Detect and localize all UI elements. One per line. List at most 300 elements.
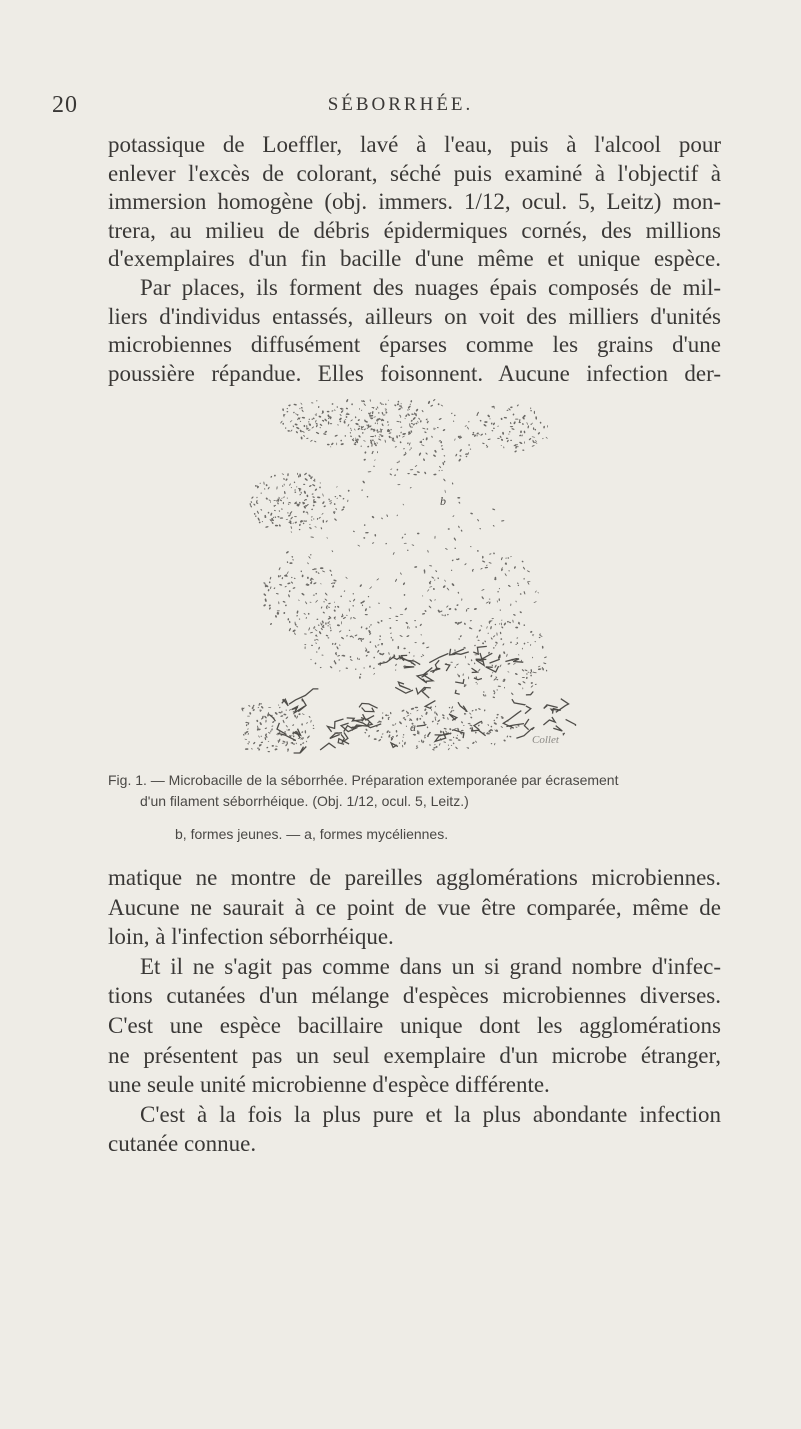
bacillus-dot bbox=[341, 508, 344, 511]
bacillus-dot bbox=[497, 425, 499, 427]
bacillus-dot bbox=[350, 429, 352, 431]
bacillus-dot bbox=[438, 470, 440, 472]
bacillus-dot bbox=[349, 656, 351, 658]
artist-signature: Collet bbox=[532, 734, 559, 746]
bacillus-dot bbox=[513, 614, 516, 617]
bacillus-dot bbox=[472, 432, 474, 434]
bacillus-dot bbox=[313, 499, 315, 501]
bacillus-dot bbox=[485, 433, 487, 435]
bacillus-dot bbox=[270, 512, 273, 516]
bacillus-dot bbox=[491, 620, 492, 622]
filament bbox=[294, 747, 307, 754]
bacillus-dot bbox=[310, 554, 312, 556]
bacillus-dot bbox=[357, 657, 358, 659]
bacillus-dot bbox=[422, 595, 423, 597]
bacillus-dot bbox=[428, 400, 431, 404]
bacillus-dot bbox=[314, 526, 317, 528]
bacillus-dot bbox=[274, 474, 276, 476]
bacillus-dot bbox=[386, 730, 389, 734]
bacillus-dot bbox=[315, 571, 317, 573]
bacillus-dot bbox=[269, 581, 271, 583]
bacillus-dot bbox=[387, 715, 389, 717]
bacillus-dot bbox=[346, 615, 348, 616]
bacillus-dot bbox=[461, 598, 462, 601]
bacillus-dot bbox=[328, 498, 330, 500]
bacillus-dot bbox=[515, 673, 518, 676]
bacillus-dot bbox=[315, 629, 318, 632]
bacillus-dot bbox=[401, 709, 405, 712]
bacillus-dot bbox=[267, 487, 270, 490]
bacillus-dot bbox=[295, 431, 298, 434]
bacillus-dot bbox=[430, 404, 433, 407]
bacillus-dot bbox=[306, 617, 308, 619]
bacillus-dot bbox=[288, 503, 290, 505]
bacillus-dot bbox=[406, 725, 407, 727]
bacillus-dot bbox=[334, 601, 335, 602]
bacillus-dot bbox=[488, 651, 491, 654]
bacillus-dot bbox=[380, 620, 383, 623]
bacillus-dot bbox=[497, 438, 500, 439]
bacillus-dot bbox=[459, 449, 462, 453]
bacillus-dot bbox=[470, 716, 472, 718]
bacillus-dot bbox=[287, 618, 289, 621]
bacillus-dot bbox=[264, 598, 267, 602]
bacillus-dot bbox=[309, 485, 312, 488]
bacillus-dot bbox=[315, 420, 317, 423]
bacillus-dot bbox=[308, 627, 310, 631]
bacillus-dot bbox=[305, 646, 306, 649]
bacillus-dot bbox=[300, 492, 301, 494]
bacillus-dot bbox=[420, 634, 422, 636]
bacillus-dot bbox=[494, 624, 496, 626]
filament bbox=[282, 699, 288, 706]
bacillus-dot bbox=[282, 485, 284, 487]
bacillus-dot bbox=[294, 714, 296, 718]
bacillus-dot bbox=[431, 576, 434, 579]
bacillus-dot bbox=[522, 677, 525, 678]
bacillus-dot bbox=[502, 432, 504, 435]
bacillus-dot bbox=[413, 734, 416, 735]
bacillus-dot bbox=[359, 408, 360, 410]
bacillus-dot bbox=[426, 428, 428, 430]
bacillus-dot bbox=[484, 421, 487, 423]
bacillus-dot bbox=[349, 608, 350, 611]
bacillus-dot bbox=[299, 618, 301, 620]
bacillus-dot bbox=[486, 601, 490, 604]
bacillus-dot bbox=[414, 620, 416, 621]
bacillus-dot bbox=[274, 516, 276, 518]
bacillus-dot bbox=[442, 585, 445, 589]
bacillus-dot bbox=[491, 743, 492, 744]
bacillus-dot bbox=[483, 691, 485, 693]
bacillus-dot bbox=[493, 427, 495, 429]
bacillus-dot bbox=[477, 519, 480, 522]
bacillus-dot bbox=[317, 518, 318, 520]
bacillus-dot bbox=[375, 408, 377, 410]
bacillus-dot bbox=[389, 473, 392, 476]
bacillus-dot bbox=[394, 723, 396, 726]
text-line: loin, à l'infection séborrhéique. bbox=[108, 924, 394, 950]
bacillus-dot bbox=[445, 548, 448, 550]
bacillus-dot bbox=[486, 445, 487, 446]
bacillus-dot bbox=[521, 560, 523, 562]
bacillus-dot bbox=[434, 717, 436, 718]
bacillus-dot bbox=[345, 577, 348, 580]
bacillus-dot bbox=[308, 429, 311, 431]
bacillus-dot bbox=[451, 559, 453, 561]
bacillus-dot bbox=[510, 406, 513, 408]
bacillus-dot bbox=[318, 406, 320, 408]
bacillus-dot bbox=[304, 478, 308, 481]
bacillus-dot bbox=[490, 637, 492, 640]
bacillus-dot bbox=[500, 726, 503, 728]
bacillus-dot bbox=[409, 403, 411, 405]
bacillus-dot bbox=[522, 681, 525, 684]
bacillus-dot bbox=[300, 436, 302, 439]
bacillus-dot bbox=[278, 524, 281, 527]
bacillus-dot bbox=[499, 436, 501, 439]
bacillus-dot bbox=[515, 600, 517, 602]
bacillus-dot bbox=[287, 512, 289, 514]
bacillus-dot bbox=[450, 662, 453, 663]
bacillus-dot bbox=[265, 497, 268, 500]
bacillus-dot bbox=[464, 563, 467, 566]
bacillus-dot bbox=[497, 600, 498, 603]
bacillus-dot bbox=[340, 595, 342, 597]
bacillus-dot bbox=[424, 734, 427, 737]
bacillus-dot bbox=[367, 428, 369, 429]
bacillus-dot bbox=[489, 599, 491, 600]
bacillus-dot bbox=[272, 721, 275, 724]
bacillus-dot bbox=[424, 572, 426, 573]
bacillus-dot bbox=[265, 720, 266, 723]
bacillus-dot bbox=[437, 723, 439, 725]
bacillus-dot bbox=[401, 536, 403, 538]
bacillus-dot bbox=[446, 587, 449, 590]
bacillus-dot bbox=[403, 582, 406, 585]
bacillus-dot bbox=[373, 416, 376, 417]
bacillus-dot bbox=[501, 557, 503, 561]
bacillus-dot bbox=[384, 440, 386, 443]
bacillus-dot bbox=[344, 435, 346, 437]
bacillus-dot bbox=[544, 656, 547, 658]
bacillus-dot bbox=[308, 474, 311, 477]
bacillus-dot bbox=[388, 400, 389, 401]
bacillus-dot bbox=[264, 727, 267, 729]
bacillus-dot bbox=[377, 650, 380, 653]
bacillus-dot bbox=[258, 735, 260, 738]
bacillus-dot bbox=[385, 410, 387, 412]
bacillus-dot bbox=[302, 713, 305, 715]
bacillus-dot bbox=[477, 550, 479, 552]
bacillus-dot bbox=[496, 632, 497, 635]
bacillus-dot bbox=[288, 729, 291, 732]
bacillus-dot bbox=[256, 719, 259, 722]
bacillus-dot bbox=[378, 436, 380, 438]
bacillus-dot bbox=[336, 406, 338, 408]
bacillus-dot bbox=[319, 427, 321, 429]
micrograph-figure bbox=[240, 398, 580, 760]
bacillus-dot bbox=[251, 496, 254, 499]
bacillus-dot bbox=[285, 604, 287, 606]
bacillus-dot bbox=[249, 503, 251, 506]
bacillus-dot bbox=[467, 663, 470, 665]
bacillus-dot bbox=[394, 404, 397, 407]
bacillus-dot bbox=[302, 510, 305, 513]
bacillus-dot bbox=[296, 626, 298, 628]
bacillus-dot bbox=[320, 583, 322, 585]
bacillus-dot bbox=[417, 471, 420, 473]
bacillus-dot bbox=[320, 667, 322, 669]
bacillus-dot bbox=[424, 431, 427, 433]
bacillus-dot bbox=[358, 425, 360, 427]
bacillus-dot bbox=[485, 567, 489, 569]
bacillus-dot bbox=[339, 495, 342, 497]
bacillus-dot bbox=[286, 741, 288, 745]
text-line: Et il ne s'agit pas comme dans un si grand nombre d'infec- bbox=[140, 953, 721, 979]
bacillus-dot bbox=[292, 425, 294, 427]
bacillus-dot bbox=[247, 728, 249, 729]
bacillus-dot bbox=[468, 723, 471, 725]
bacillus-dot bbox=[327, 444, 330, 446]
bacillus-dot bbox=[538, 666, 541, 668]
bacillus-dot bbox=[528, 438, 531, 441]
bacillus-dot bbox=[390, 429, 392, 431]
bacillus-dot bbox=[289, 709, 291, 711]
bacillus-dot bbox=[415, 413, 417, 417]
bacillus-dot bbox=[416, 718, 418, 721]
bacillus-dot bbox=[322, 501, 325, 505]
filament bbox=[512, 699, 526, 705]
bacillus-dot bbox=[404, 742, 406, 745]
bacillus-dot bbox=[412, 417, 416, 421]
bacillus-dot bbox=[478, 433, 480, 435]
bacillus-dot bbox=[280, 420, 283, 423]
bacillus-dot bbox=[318, 647, 320, 650]
bacillus-dot bbox=[493, 525, 495, 527]
bacillus-dot bbox=[443, 728, 446, 730]
filament bbox=[425, 701, 435, 709]
bacillus-dot bbox=[336, 443, 337, 446]
bacillus-dot bbox=[521, 669, 524, 672]
bacillus-dot bbox=[330, 423, 332, 424]
bacillus-dot bbox=[273, 587, 275, 589]
bacillus-dot bbox=[410, 713, 412, 714]
bacillus-dot bbox=[259, 482, 261, 484]
bacillus-dot bbox=[337, 624, 340, 626]
bacillus-dot bbox=[260, 509, 262, 511]
filament bbox=[398, 682, 410, 690]
bacillus-dot bbox=[372, 542, 375, 544]
bacillus-dot bbox=[509, 431, 511, 433]
bacillus-dot bbox=[478, 629, 481, 632]
bacillus-dot bbox=[329, 624, 331, 625]
bacillus-dot bbox=[282, 423, 284, 425]
bacillus-dot bbox=[407, 549, 409, 551]
bacillus-dot bbox=[376, 730, 379, 733]
bacillus-dot bbox=[389, 607, 391, 609]
bacillus-dot bbox=[444, 490, 445, 493]
bacillus-dot bbox=[423, 458, 426, 461]
bacillus-dot bbox=[429, 599, 432, 602]
bacillus-dot bbox=[326, 634, 329, 636]
bacillus-dot bbox=[314, 440, 317, 442]
filament bbox=[423, 668, 433, 682]
bacillus-dot bbox=[307, 577, 309, 580]
bacillus-dot bbox=[527, 425, 529, 428]
bacillus-dot bbox=[345, 416, 347, 418]
bacillus-dot bbox=[453, 710, 454, 712]
bacillus-dot bbox=[434, 579, 436, 580]
bacillus-dot bbox=[471, 710, 473, 712]
bacillus-dot bbox=[382, 404, 384, 405]
bacillus-dot bbox=[453, 742, 455, 744]
bacillus-dot bbox=[280, 715, 283, 717]
bacillus-dot bbox=[325, 622, 327, 625]
bacillus-dot bbox=[452, 482, 454, 484]
bacillus-dot bbox=[247, 716, 250, 717]
filament bbox=[455, 679, 464, 683]
bacillus-dot bbox=[385, 543, 387, 545]
bacillus-dot bbox=[371, 516, 374, 519]
bacillus-dot bbox=[530, 407, 531, 409]
bacillus-dot bbox=[458, 739, 461, 741]
bacillus-dot bbox=[472, 741, 475, 744]
bacillus-dot bbox=[539, 637, 541, 639]
bacillus-dot bbox=[369, 586, 372, 589]
bacillus-dot bbox=[460, 529, 462, 532]
bacillus-dot bbox=[421, 739, 423, 742]
bacillus-dot bbox=[318, 517, 321, 519]
bacillus-dot bbox=[320, 527, 322, 530]
bacillus-dot bbox=[434, 599, 436, 601]
bacillus-dot bbox=[304, 472, 308, 475]
bacillus-dot bbox=[468, 421, 470, 422]
bacillus-dot bbox=[292, 587, 295, 589]
bacillus-dot bbox=[517, 582, 519, 584]
bacillus-dot bbox=[281, 711, 282, 713]
bacillus-dot bbox=[289, 621, 291, 624]
bacillus-dot bbox=[403, 594, 405, 596]
bacillus-dot bbox=[510, 603, 511, 606]
bacillus-dot bbox=[329, 503, 331, 504]
bacillus-dot bbox=[399, 742, 401, 744]
bacillus-dot bbox=[381, 412, 383, 415]
bacillus-dot bbox=[521, 434, 523, 436]
filament bbox=[472, 668, 478, 672]
bacillus-dot bbox=[490, 674, 492, 677]
bacillus-dot bbox=[526, 673, 528, 675]
bacillus-dot bbox=[329, 666, 332, 669]
bacillus-dot bbox=[511, 428, 514, 430]
bacillus-dot bbox=[371, 444, 373, 447]
bacillus-dot bbox=[422, 613, 425, 615]
bacillus-dot bbox=[359, 584, 362, 587]
bacillus-dot bbox=[318, 415, 321, 418]
bacillus-dot bbox=[309, 524, 311, 526]
bacillus-dot bbox=[433, 588, 436, 591]
bacillus-dot bbox=[435, 570, 437, 573]
bacillus-dot bbox=[504, 417, 508, 419]
bacillus-dot bbox=[477, 640, 479, 641]
bacillus-dot bbox=[431, 436, 433, 439]
bacillus-dot bbox=[464, 622, 466, 625]
bacillus-dot bbox=[263, 582, 266, 584]
bacillus-dot bbox=[396, 620, 399, 621]
bacillus-dot bbox=[396, 435, 398, 438]
bacillus-dot bbox=[449, 608, 452, 610]
bacillus-dot bbox=[398, 408, 401, 411]
bacillus-dot bbox=[266, 747, 268, 749]
bacillus-dot bbox=[418, 417, 421, 420]
bacillus-dot bbox=[261, 493, 262, 494]
bacillus-dot bbox=[260, 703, 262, 705]
bacillus-dot bbox=[311, 509, 313, 511]
bacillus-dot bbox=[438, 403, 440, 405]
bacillus-dot bbox=[402, 740, 404, 742]
bacillus-dot bbox=[313, 518, 314, 520]
bacillus-dot bbox=[270, 476, 272, 478]
filament bbox=[395, 687, 413, 693]
bacillus-dot bbox=[265, 484, 267, 487]
bacillus-dot bbox=[458, 458, 461, 462]
bacillus-dot bbox=[482, 694, 485, 697]
bacillus-dot bbox=[334, 642, 337, 645]
bacillus-dot bbox=[360, 445, 362, 447]
bacillus-dot bbox=[534, 411, 535, 414]
bacillus-dot bbox=[535, 590, 537, 593]
bacillus-dot bbox=[243, 734, 245, 736]
bacillus-dot bbox=[300, 570, 302, 572]
bacillus-dot bbox=[374, 738, 377, 740]
bacillus-dot bbox=[449, 739, 452, 740]
bacillus-dot bbox=[275, 746, 278, 747]
bacillus-dot bbox=[382, 717, 384, 720]
bacillus-dot bbox=[381, 517, 383, 519]
bacillus-dot bbox=[284, 586, 287, 588]
bacillus-dot bbox=[449, 707, 451, 709]
bacillus-dot bbox=[488, 562, 491, 564]
bacillus-dot bbox=[513, 663, 516, 665]
bacillus-dot bbox=[311, 493, 313, 495]
bacillus-dot bbox=[447, 614, 449, 616]
filament bbox=[490, 655, 501, 664]
bacillus-dot bbox=[373, 466, 375, 467]
bacillus-dot bbox=[519, 441, 523, 444]
bacillus-dot bbox=[437, 577, 439, 579]
bacillus-dot bbox=[409, 627, 411, 629]
bacillus-dot bbox=[339, 420, 341, 422]
filament bbox=[563, 733, 564, 735]
bacillus-dot bbox=[446, 605, 449, 608]
bacillus-dot bbox=[355, 442, 356, 444]
bacillus-dot bbox=[533, 672, 537, 674]
bacillus-dot bbox=[303, 613, 306, 615]
filament bbox=[341, 732, 348, 742]
bacillus-dot bbox=[378, 412, 380, 414]
bacillus-dot bbox=[533, 427, 534, 430]
bacillus-dot bbox=[422, 654, 425, 656]
bacillus-dot bbox=[290, 429, 293, 432]
bacillus-dot bbox=[339, 417, 343, 421]
bacillus-dot bbox=[258, 703, 260, 706]
bacillus-dot bbox=[258, 521, 261, 524]
bacillus-dot bbox=[295, 624, 296, 625]
bacillus-dot bbox=[388, 652, 390, 655]
bacillus-dot bbox=[292, 724, 294, 726]
bacillus-dot bbox=[296, 615, 298, 617]
bacillus-dot bbox=[410, 487, 412, 489]
